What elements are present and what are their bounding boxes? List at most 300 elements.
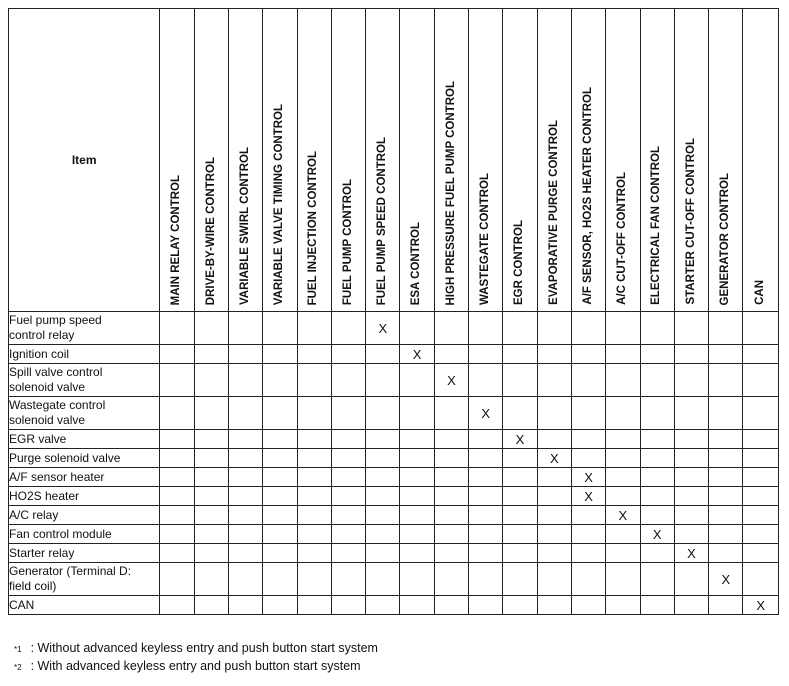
table-cell — [263, 364, 297, 397]
table-cell — [434, 487, 468, 506]
table-cell — [640, 468, 674, 487]
table-cell: X — [469, 397, 503, 430]
table-cell — [606, 449, 640, 468]
table-cell — [674, 487, 708, 506]
table-cell — [503, 345, 537, 364]
table-cell — [331, 563, 365, 596]
table-cell — [469, 544, 503, 563]
table-cell — [640, 544, 674, 563]
table-cell: X — [537, 449, 571, 468]
table-cell — [263, 506, 297, 525]
table-cell — [297, 525, 331, 544]
row-label-line: EGR valve — [9, 431, 67, 446]
column-header — [366, 9, 400, 312]
table-cell — [503, 468, 537, 487]
table-cell — [400, 468, 434, 487]
table-cell — [228, 397, 262, 430]
table-cell — [571, 449, 605, 468]
table-cell — [640, 506, 674, 525]
table-row — [9, 397, 779, 430]
table-cell — [331, 506, 365, 525]
row-label-line: control relay — [9, 328, 75, 342]
table-cell — [503, 397, 537, 430]
table-cell — [537, 563, 571, 596]
column-header-label: FUEL INJECTION CONTROL — [307, 150, 320, 305]
footnote-text: : With advanced keyless entry and push button start system — [30, 659, 361, 673]
table-cell — [366, 449, 400, 468]
table-cell — [160, 312, 194, 345]
table-row — [9, 544, 779, 563]
column-header-label: FUEL PUMP CONTROL — [341, 178, 354, 305]
table-cell — [194, 468, 228, 487]
row-label — [9, 506, 160, 525]
table-cell — [366, 506, 400, 525]
table-cell — [160, 345, 194, 364]
table-row — [9, 345, 779, 364]
table-cell — [228, 345, 262, 364]
row-label-line: Fan control module — [9, 526, 112, 541]
row-label-line: solenoid valve — [9, 413, 86, 427]
table-cell — [194, 312, 228, 345]
table-cell — [709, 449, 743, 468]
table-cell — [537, 525, 571, 544]
table-cell — [606, 596, 640, 615]
table-cell — [263, 312, 297, 345]
table-cell — [674, 563, 708, 596]
table-cell — [709, 312, 743, 345]
column-header-label: STARTER CUT-OFF CONTROL — [684, 138, 697, 305]
table-cell — [640, 449, 674, 468]
table-cell — [537, 430, 571, 449]
column-header — [640, 9, 674, 312]
table-cell — [606, 563, 640, 596]
column-header-label: A/C CUT-OFF CONTROL — [616, 172, 629, 305]
table-cell — [400, 544, 434, 563]
table-cell — [503, 506, 537, 525]
column-header-label: FUEL PUMP SPEED CONTROL — [376, 136, 389, 305]
table-cell — [606, 364, 640, 397]
control-matrix-table — [8, 8, 779, 615]
row-label — [9, 312, 160, 345]
table-cell — [709, 544, 743, 563]
column-header — [571, 9, 605, 312]
table-cell — [194, 544, 228, 563]
table-cell — [160, 596, 194, 615]
table-cell — [674, 506, 708, 525]
column-header — [674, 9, 708, 312]
table-cell — [537, 544, 571, 563]
table-cell — [400, 430, 434, 449]
column-header — [537, 9, 571, 312]
table-cell — [674, 525, 708, 544]
table-cell — [434, 563, 468, 596]
row-label — [9, 544, 160, 563]
table-cell — [709, 596, 743, 615]
table-cell — [160, 525, 194, 544]
table-cell — [503, 312, 537, 345]
table-cell — [743, 364, 779, 397]
column-header — [434, 9, 468, 312]
table-cell — [743, 468, 779, 487]
table-cell — [743, 430, 779, 449]
table-cell — [606, 397, 640, 430]
table-cell — [434, 312, 468, 345]
table-cell: X — [400, 345, 434, 364]
table-cell — [331, 525, 365, 544]
table-cell — [400, 563, 434, 596]
table-cell — [263, 544, 297, 563]
table-cell — [503, 596, 537, 615]
table-cell — [537, 345, 571, 364]
table-cell — [263, 596, 297, 615]
header-row — [9, 9, 779, 312]
table-cell — [194, 430, 228, 449]
table-cell — [640, 345, 674, 364]
table-cell — [160, 544, 194, 563]
row-label-line: Fuel pump speed — [9, 313, 102, 327]
table-cell — [434, 345, 468, 364]
column-header-label: MAIN RELAY CONTROL — [170, 174, 183, 305]
table-cell — [571, 312, 605, 345]
table-cell — [709, 506, 743, 525]
table-cell — [366, 397, 400, 430]
table-cell — [537, 312, 571, 345]
column-header — [297, 9, 331, 312]
table-cell — [743, 563, 779, 596]
column-header-label: EVAPORATIVE PURGE CONTROL — [547, 120, 560, 305]
table-cell: X — [674, 544, 708, 563]
table-cell — [366, 345, 400, 364]
table-cell — [160, 506, 194, 525]
table-cell — [434, 525, 468, 544]
table-cell — [674, 397, 708, 430]
table-cell — [331, 487, 365, 506]
table-cell — [331, 345, 365, 364]
table-cell — [160, 449, 194, 468]
column-header-label: EGR CONTROL — [513, 220, 526, 305]
table-cell — [469, 449, 503, 468]
table-cell — [400, 596, 434, 615]
table-cell — [537, 487, 571, 506]
table-cell — [606, 487, 640, 506]
table-cell — [503, 364, 537, 397]
table-cell — [160, 364, 194, 397]
row-label — [9, 345, 160, 364]
column-header — [503, 9, 537, 312]
table-cell — [503, 563, 537, 596]
table-cell — [263, 525, 297, 544]
table-cell — [434, 544, 468, 563]
table-cell — [503, 487, 537, 506]
table-cell — [331, 312, 365, 345]
table-cell — [366, 544, 400, 563]
table-cell — [674, 312, 708, 345]
table-cell — [709, 487, 743, 506]
table-cell — [640, 596, 674, 615]
table-cell — [606, 468, 640, 487]
column-header — [331, 9, 365, 312]
table-cell — [194, 364, 228, 397]
table-cell — [263, 430, 297, 449]
row-label — [9, 397, 160, 430]
table-cell — [571, 525, 605, 544]
table-cell — [640, 312, 674, 345]
table-cell: X — [434, 364, 468, 397]
table-cell — [606, 525, 640, 544]
table-cell — [434, 506, 468, 525]
table-cell — [228, 312, 262, 345]
table-cell — [709, 364, 743, 397]
footnote-text: : Without advanced keyless entry and push button start system — [30, 641, 378, 655]
table-cell — [674, 345, 708, 364]
table-cell: X — [743, 596, 779, 615]
table-row — [9, 430, 779, 449]
table-cell — [571, 596, 605, 615]
row-label-line: Wastegate control — [9, 398, 106, 412]
table-cell — [297, 506, 331, 525]
table-cell — [640, 397, 674, 430]
column-header-label: DRIVE-BY-WIRE CONTROL — [204, 156, 217, 305]
table-cell — [674, 449, 708, 468]
table-cell — [194, 449, 228, 468]
row-label — [9, 596, 160, 615]
table-cell — [674, 364, 708, 397]
table-body — [9, 312, 779, 615]
table-cell — [434, 430, 468, 449]
table-cell — [503, 525, 537, 544]
table-cell — [366, 487, 400, 506]
table-cell — [228, 487, 262, 506]
column-header-label: VARIABLE VALVE TIMING CONTROL — [273, 103, 286, 305]
item-column-header: Item — [9, 9, 160, 312]
table-cell — [434, 449, 468, 468]
column-header — [469, 9, 503, 312]
table-cell — [228, 449, 262, 468]
table-cell — [263, 468, 297, 487]
table-cell — [674, 596, 708, 615]
table-cell — [160, 430, 194, 449]
table-cell — [366, 364, 400, 397]
table-cell — [743, 312, 779, 345]
table-cell — [571, 345, 605, 364]
table-cell — [469, 596, 503, 615]
table-cell — [297, 364, 331, 397]
table-cell — [263, 449, 297, 468]
footnote-2 — [14, 658, 378, 676]
column-header — [263, 9, 297, 312]
table-cell: X — [366, 312, 400, 345]
table-cell — [537, 506, 571, 525]
table-cell — [709, 430, 743, 449]
row-label — [9, 487, 160, 506]
table-cell — [640, 430, 674, 449]
table-cell — [434, 468, 468, 487]
table-cell — [160, 397, 194, 430]
column-header-label: ELECTRICAL FAN CONTROL — [650, 146, 663, 305]
table-cell — [366, 430, 400, 449]
table-cell — [503, 449, 537, 468]
table-cell — [160, 563, 194, 596]
table-cell — [469, 468, 503, 487]
table-cell — [194, 596, 228, 615]
column-header — [606, 9, 640, 312]
column-header-label: HIGH PRESSURE FUEL PUMP CONTROL — [444, 80, 457, 305]
table-cell — [709, 345, 743, 364]
table-cell — [400, 312, 434, 345]
table-cell — [537, 468, 571, 487]
row-label — [9, 364, 160, 397]
table-cell — [297, 345, 331, 364]
row-label-line: A/F sensor heater — [9, 469, 105, 484]
table-cell — [331, 364, 365, 397]
table-cell — [366, 468, 400, 487]
row-label-line: Purge solenoid valve — [9, 450, 121, 465]
table-cell — [743, 525, 779, 544]
row-label — [9, 525, 160, 544]
table-row — [9, 525, 779, 544]
column-header — [709, 9, 743, 312]
table-cell — [743, 544, 779, 563]
table-cell — [743, 506, 779, 525]
table-cell — [331, 596, 365, 615]
table-cell — [469, 525, 503, 544]
row-label-line: Ignition coil — [9, 346, 70, 361]
table-cell — [400, 449, 434, 468]
table-cell — [606, 544, 640, 563]
row-label-line: field coil) — [9, 579, 57, 593]
table-cell — [297, 544, 331, 563]
table-cell — [400, 364, 434, 397]
table-cell — [160, 468, 194, 487]
footnote-mark: *2 — [14, 663, 22, 672]
table-cell — [469, 563, 503, 596]
table-cell — [743, 449, 779, 468]
table-row — [9, 312, 779, 345]
table-cell: X — [606, 506, 640, 525]
table-row — [9, 596, 779, 615]
table-cell — [400, 397, 434, 430]
table-cell — [606, 345, 640, 364]
table-cell — [469, 487, 503, 506]
table-row — [9, 449, 779, 468]
row-label — [9, 468, 160, 487]
table-cell — [297, 563, 331, 596]
table-cell — [331, 544, 365, 563]
table-cell — [194, 525, 228, 544]
table-cell — [366, 525, 400, 544]
table-cell — [297, 430, 331, 449]
table-cell — [640, 364, 674, 397]
table-cell — [263, 345, 297, 364]
table-cell — [571, 430, 605, 449]
table-cell — [297, 449, 331, 468]
table-cell — [263, 563, 297, 596]
table-cell — [297, 487, 331, 506]
table-cell — [228, 506, 262, 525]
column-header-label: ESA CONTROL — [410, 221, 423, 305]
table-cell — [434, 596, 468, 615]
table-cell — [228, 544, 262, 563]
table-cell — [606, 430, 640, 449]
footnotes — [14, 640, 378, 676]
footnote-mark: *1 — [14, 645, 22, 654]
table-cell — [194, 345, 228, 364]
table-cell: X — [571, 487, 605, 506]
column-header — [743, 9, 779, 312]
row-label-line: Generator (Terminal D: — [9, 564, 132, 578]
table-cell — [743, 345, 779, 364]
table-cell — [709, 468, 743, 487]
table-cell — [571, 544, 605, 563]
row-label-line: CAN — [9, 597, 35, 612]
table-cell — [331, 430, 365, 449]
table-cell — [709, 525, 743, 544]
table-cell — [640, 487, 674, 506]
table-row — [9, 563, 779, 596]
table-cell — [297, 596, 331, 615]
table-cell — [674, 468, 708, 487]
table-cell — [194, 397, 228, 430]
column-header-label: WASTEGATE CONTROL — [478, 172, 491, 305]
table-cell — [571, 397, 605, 430]
table-cell — [503, 544, 537, 563]
column-header-label: CAN — [753, 280, 766, 305]
table-cell — [400, 487, 434, 506]
table-cell — [228, 468, 262, 487]
table-cell — [469, 430, 503, 449]
column-header-label: GENERATOR CONTROL — [719, 172, 732, 305]
table-cell — [743, 397, 779, 430]
table-row — [9, 506, 779, 525]
table-cell — [297, 468, 331, 487]
table-row — [9, 487, 779, 506]
row-label — [9, 563, 160, 596]
table-cell — [400, 506, 434, 525]
table-cell — [331, 449, 365, 468]
row-label-line: HO2S heater — [9, 488, 80, 503]
table-row — [9, 468, 779, 487]
row-label-line: Starter relay — [9, 545, 75, 560]
column-header — [228, 9, 262, 312]
table-cell — [434, 397, 468, 430]
table-row — [9, 364, 779, 397]
table-cell — [366, 596, 400, 615]
table-cell — [400, 525, 434, 544]
table-cell — [537, 364, 571, 397]
table-cell — [228, 430, 262, 449]
table-cell — [709, 397, 743, 430]
row-label-line: solenoid valve — [9, 380, 86, 394]
table-cell — [743, 487, 779, 506]
table-cell: X — [503, 430, 537, 449]
table-cell — [640, 563, 674, 596]
row-label — [9, 430, 160, 449]
table-cell — [228, 596, 262, 615]
row-label-line: A/C relay — [9, 507, 59, 522]
table-cell — [263, 487, 297, 506]
row-label — [9, 449, 160, 468]
table-cell — [537, 397, 571, 430]
table-cell — [469, 364, 503, 397]
table-cell: X — [571, 468, 605, 487]
table-cell — [297, 312, 331, 345]
table-cell — [469, 345, 503, 364]
footnote-1 — [14, 640, 378, 658]
table-cell — [228, 563, 262, 596]
column-header-label: A/F SENSOR, HO2S HEATER CONTROL — [581, 87, 594, 305]
table-cell — [194, 563, 228, 596]
column-header — [160, 9, 194, 312]
